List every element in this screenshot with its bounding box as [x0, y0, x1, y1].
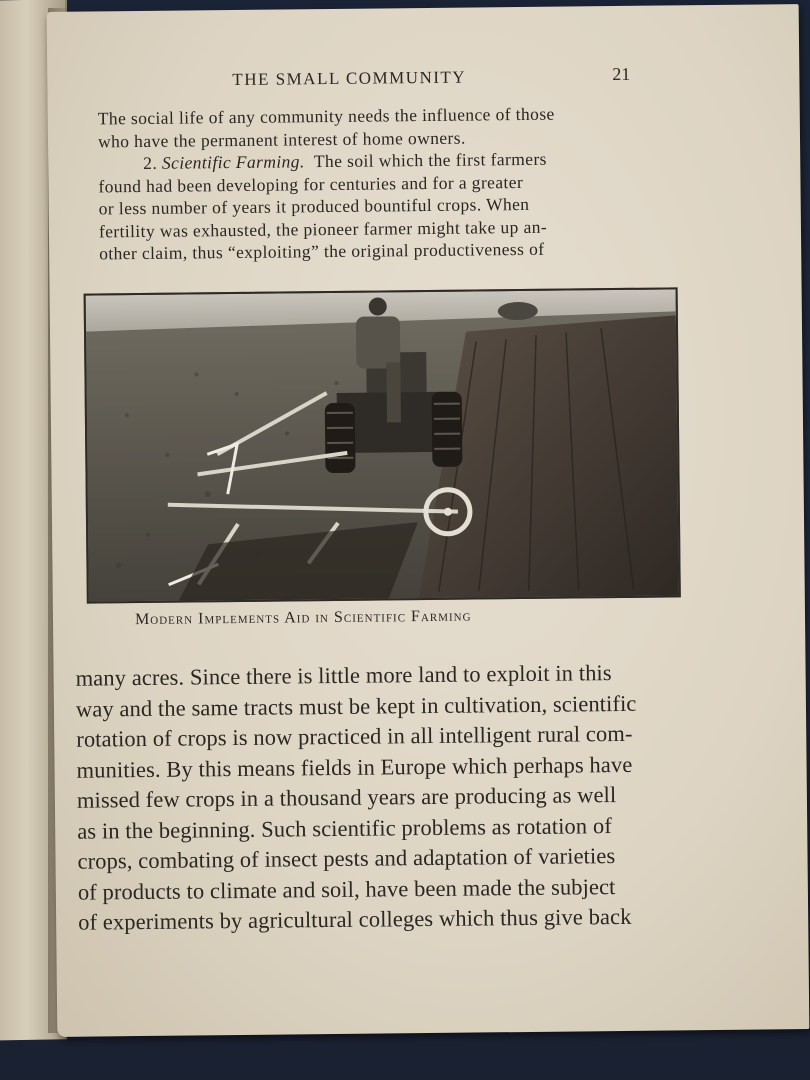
text-line: found had been developing for centuries and for a greater	[98, 171, 524, 196]
running-head: THE SMALL COMMUNITY	[232, 67, 467, 90]
text-line: who have the permanent interest of home owners.	[97, 127, 466, 151]
text-line: many acres. Since there is little more land to exploit in this	[75, 660, 612, 691]
text-line: as in the beginning. Such scientific problems as rotation of	[77, 812, 612, 844]
text-line: The social life of any community needs the influence of those	[97, 103, 555, 129]
text-line: missed few crops in a thousand years are producing as well	[76, 782, 617, 813]
text-line: fertility was exhausted, the pioneer farmer might take up an-	[98, 216, 548, 241]
text-line: other claim, thus “exploiting” the original productiveness of	[99, 238, 545, 264]
text-line: of experiments by agricultural colleges which thus give back	[78, 903, 632, 935]
text-line: way and the same tracts must be kept in cultivation, scientific	[75, 690, 637, 722]
text-line: crops, combating of insect pests and adaptation of varieties	[77, 843, 616, 874]
bottom-paragraph	[75, 658, 638, 938]
text-line: or less number of years it produced bountiful crops. When	[98, 193, 530, 219]
farming-photograph	[84, 287, 681, 603]
text-line: munities. By this means fields in Europe which perhaps have	[76, 751, 633, 783]
text-line: of products to climate and soil, have been made the subject	[77, 873, 616, 905]
tractor-plowing-image	[86, 289, 679, 601]
section-title: Scientific Farming.	[161, 151, 305, 173]
top-paragraph	[98, 103, 557, 265]
section-number: 2.	[143, 152, 158, 173]
figure-caption: Modern Implements Aid in Scientific Farming	[134, 607, 472, 629]
page-number: 21	[612, 63, 631, 85]
text-line: rotation of crops is now practiced in all intelligent rural com-	[76, 720, 633, 752]
book-page	[47, 4, 810, 1037]
text-fragment: The soil which the first farmers	[313, 148, 547, 172]
